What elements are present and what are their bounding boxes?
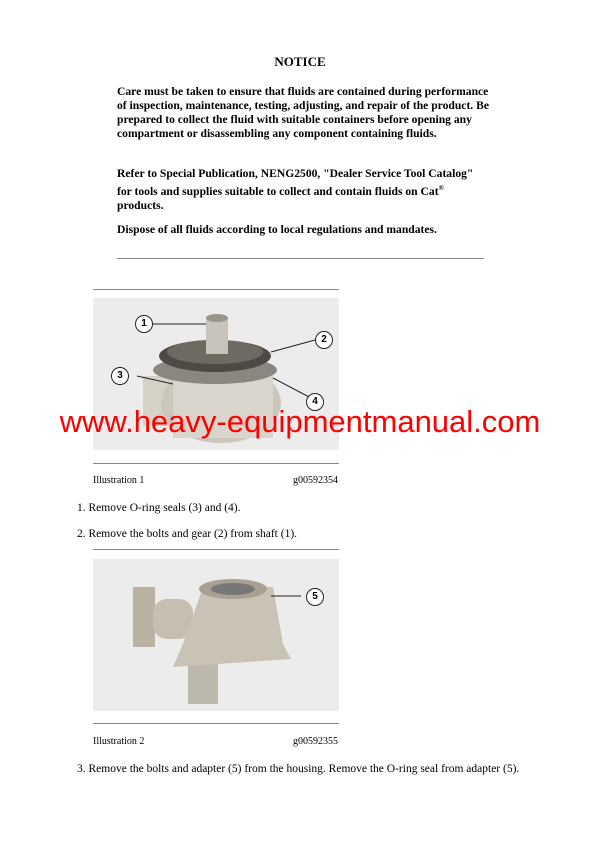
illustration-2-caption: Illustration 2 [93,736,145,747]
divider [93,463,339,464]
step-text: Remove O-ring seals (3) and (4). [88,502,241,514]
registered-mark: ® [438,184,444,192]
illustration-1-caption: Illustration 1 [93,475,145,486]
step-2 [77,527,537,542]
callout-1: 1 [135,315,153,333]
divider [93,549,339,550]
notice-title: NOTICE [274,54,326,69]
notice-paragraph: Care must be taken to ensure that fluids are contained during performance of inspection, maintenance, testing, adjusting, and repair of the product. Be prepared to collect the fluid with suitable containers before opening any compartment or disassembling any component containing fluids. [117,85,489,140]
notice-text: Refer to Special Publication, NENG2500, "Dealer Service Tool Catalog" for tools and supplies suitable to collect and contain fluids on Cat [117,167,474,198]
callout-2: 2 [315,331,333,349]
step-number: 1. [77,502,86,514]
step-text: Remove the bolts and gear (2) from shaft (1). [88,528,298,540]
callout-5: 5 [306,588,324,606]
step-1 [77,501,537,516]
callout-3: 3 [111,367,129,385]
illustration-1-code: g00592354 [293,475,338,486]
step-3 [77,762,550,777]
notice-text: products. [117,198,164,212]
notice-paragraph: Dispose of all fluids according to local regulations and mandates. [117,223,437,236]
divider [93,723,339,724]
illustration-2-image [93,559,339,711]
housing-drawing [93,559,339,711]
step-number: 3. [77,763,86,775]
notice-paragraph [117,167,489,213]
divider [93,289,339,290]
step-number: 2. [77,528,86,540]
divider [117,258,484,259]
illustration-2-code: g00592355 [293,736,338,747]
watermark: www.heavy-equipmentmanual.com [59,404,541,439]
callout-4: 4 [306,393,324,411]
step-text: Remove the bolts and adapter (5) from the housing. Remove the O-ring seal from adapter (5). [88,763,520,775]
